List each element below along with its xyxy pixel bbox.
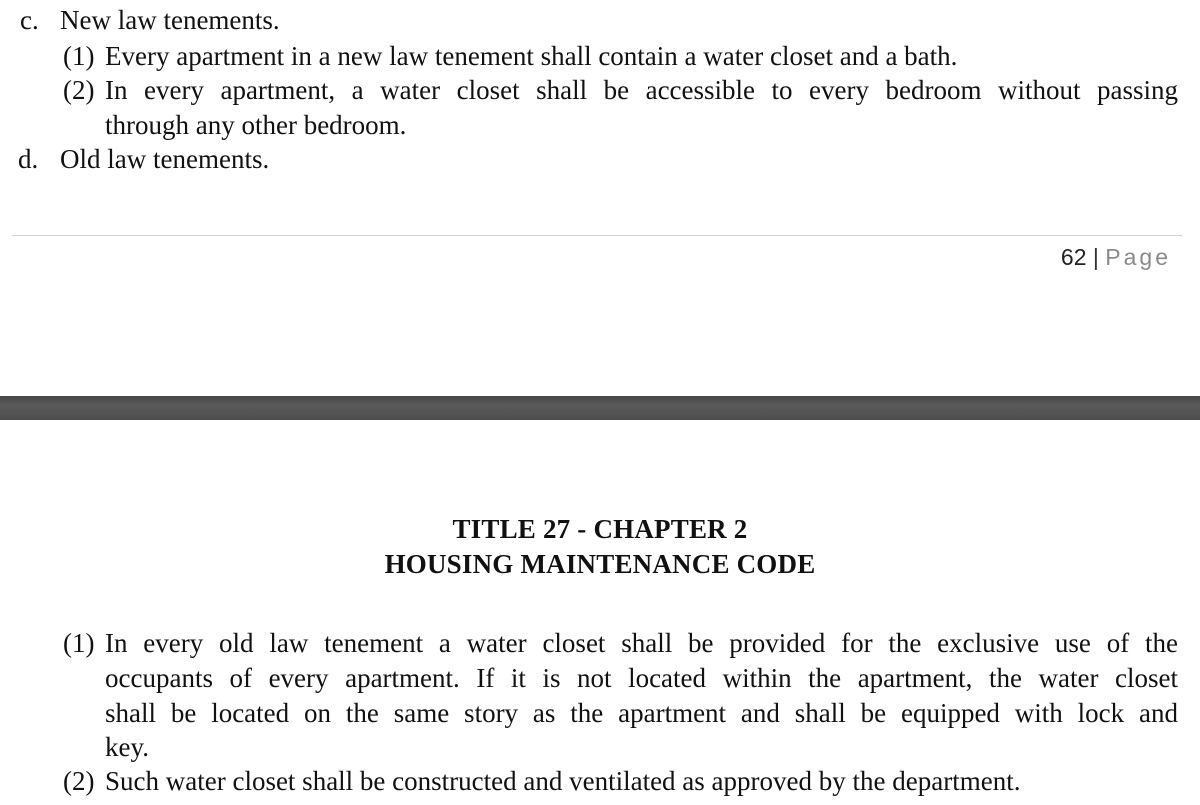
list-marker: (1)	[63, 41, 95, 71]
list-item-1-marker-row	[63, 627, 94, 659]
list-item-1-line-1: In every old law tenement a water closet shall be provided for the exclusive use of the	[105, 628, 1178, 658]
page-number: 62	[1060, 244, 1087, 270]
list-item-c	[20, 4, 280, 36]
list-marker: c.	[20, 5, 39, 35]
list-item-1-line-4: key.	[105, 732, 149, 762]
list-item-c-1	[63, 40, 958, 72]
list-item-c-2-line-1: In every apartment, a water closet shall be accessible to every bedroom without passing	[105, 75, 1178, 105]
list-item-d	[18, 143, 270, 175]
list-item-2	[63, 765, 1021, 797]
list-item-c-2-marker-row	[63, 74, 94, 106]
list-item-text: Old law tenements.	[60, 144, 270, 174]
code-heading: HOUSING MAINTENANCE CODE	[384, 549, 816, 579]
page-label: Page	[1105, 244, 1171, 270]
upper-page	[0, 0, 1200, 396]
list-marker: d.	[18, 144, 39, 174]
list-marker: (2)	[63, 75, 95, 105]
list-item-1-line-2: occupants of every apartment. If it is not located within the apartment, the water closet	[105, 663, 1178, 693]
list-marker: (1)	[63, 628, 95, 658]
lower-page	[0, 420, 1200, 805]
chapter-heading: TITLE 27 - CHAPTER 2	[452, 514, 748, 544]
list-marker: (2)	[63, 766, 95, 796]
page-number-footer	[1061, 241, 1171, 273]
footer-divider	[12, 235, 1182, 236]
page-separator-bar	[0, 396, 1200, 420]
list-item-1-line-3: shall be located on the same story as the apartment and shall be equipped with lock and	[105, 698, 1178, 728]
list-item-c-2-line-2: through any other bedroom.	[105, 110, 407, 140]
page-separator: |	[1092, 244, 1099, 270]
list-item-text: New law tenements.	[60, 5, 280, 35]
list-item-text: Such water closet shall be constructed and ventilated as approved by the department.	[105, 766, 1021, 796]
list-item-text: Every apartment in a new law tenement shall contain a water closet and a bath.	[105, 41, 958, 71]
